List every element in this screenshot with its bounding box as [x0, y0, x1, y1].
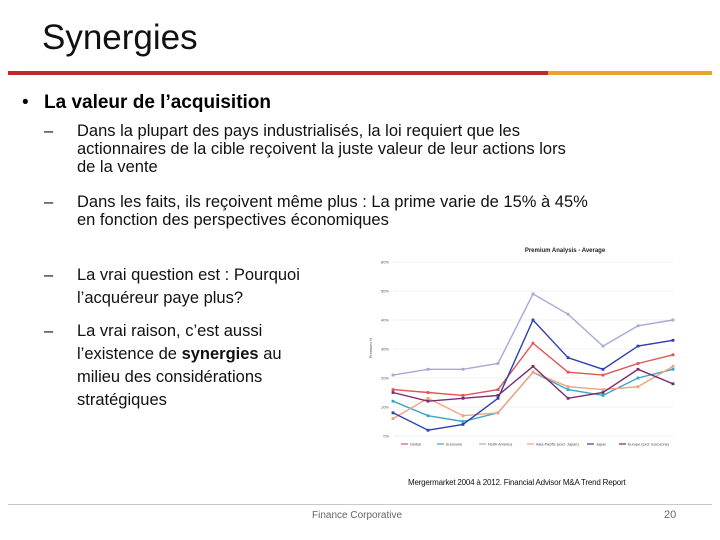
- data-point: [462, 414, 465, 417]
- data-point: [637, 385, 640, 388]
- data-point: [602, 368, 605, 371]
- slide-title: Synergies: [42, 18, 198, 57]
- title-rule-accent: [548, 71, 712, 75]
- main-bullet: [22, 92, 271, 114]
- sub-bullet-line: La vrai question est : Pourquoi: [77, 266, 300, 284]
- source-note: Mergermarket 2004 à 2012. Financial Advisor M&A Trend Report: [408, 478, 626, 487]
- legend-label: Global: [410, 442, 421, 447]
- sub-bullet-2: [44, 193, 694, 229]
- data-point: [602, 394, 605, 397]
- data-point: [637, 362, 640, 365]
- page-number: 20: [664, 509, 677, 521]
- sub-bullet-line: l’acquéreur paye plus?: [77, 289, 244, 307]
- data-point: [567, 371, 570, 374]
- sub-bullet-line: La vrai raison, c’est aussi: [77, 322, 263, 340]
- sub-bullet-line: en fonction des perspectives économiques: [77, 211, 389, 229]
- data-point: [532, 293, 535, 296]
- data-point: [567, 356, 570, 359]
- data-point: [392, 388, 395, 391]
- bullet-icon: •: [22, 92, 29, 113]
- data-point: [637, 368, 640, 371]
- data-point: [567, 313, 570, 316]
- data-point: [602, 374, 605, 377]
- data-point: [392, 411, 395, 414]
- data-point: [497, 394, 500, 397]
- sub-bullet-text: l’existence de: [77, 345, 182, 363]
- data-point: [427, 368, 430, 371]
- data-point: [427, 414, 430, 417]
- legend-label: Japan: [596, 442, 607, 447]
- data-point: [462, 368, 465, 371]
- sub-bullet-1: [44, 122, 694, 176]
- data-point: [672, 368, 675, 371]
- data-point: [427, 400, 430, 403]
- series-line: [393, 320, 673, 430]
- data-point: [427, 397, 430, 400]
- dash-icon: –: [44, 193, 54, 211]
- data-point: [392, 417, 395, 420]
- data-point: [637, 324, 640, 327]
- emphasis-text: synergies: [181, 345, 259, 363]
- data-point: [462, 397, 465, 400]
- y-tick-label: 0%: [383, 433, 389, 439]
- data-point: [637, 345, 640, 348]
- data-point: [532, 365, 535, 368]
- data-point: [567, 385, 570, 388]
- sub-bullet-line: [77, 343, 364, 366]
- legend-label: North America: [488, 442, 513, 447]
- data-point: [672, 365, 675, 368]
- sub-bullet-4: [44, 320, 364, 412]
- data-point: [567, 397, 570, 400]
- data-point: [462, 423, 465, 426]
- sub-bullet-line: Dans les faits, ils reçoivent même plus : La prime varie de 15% à 45%: [77, 193, 588, 211]
- data-point: [392, 391, 395, 394]
- data-point: [462, 420, 465, 423]
- data-point: [602, 391, 605, 394]
- sub-bullet-line: milieu des considérations: [77, 368, 263, 386]
- data-point: [462, 394, 465, 397]
- sub-bullet-text: au: [258, 345, 282, 363]
- data-point: [497, 388, 500, 391]
- dash-icon: –: [44, 266, 54, 284]
- legend-label: Asia-Pacific (excl. Japan): [536, 442, 579, 447]
- y-tick-label: 10%: [380, 404, 389, 410]
- y-tick-label: 50%: [380, 288, 389, 294]
- data-point: [392, 400, 395, 403]
- series-line: [393, 294, 673, 375]
- dash-icon: –: [44, 122, 54, 140]
- y-tick-label: 30%: [380, 346, 389, 352]
- y-tick-label: 20%: [380, 375, 389, 381]
- data-point: [672, 382, 675, 385]
- data-point: [532, 319, 535, 322]
- data-point: [672, 339, 675, 342]
- premium-chart: [355, 240, 685, 454]
- sub-bullet-line: stratégiques: [77, 391, 167, 409]
- series-line: [393, 369, 673, 421]
- footer-label: Finance Corporative: [312, 510, 403, 521]
- data-point: [427, 429, 430, 432]
- grid: [393, 262, 673, 436]
- sub-bullet-3: [44, 264, 364, 310]
- dash-icon: –: [44, 322, 54, 340]
- data-point: [532, 371, 535, 374]
- data-point: [637, 377, 640, 380]
- footer-rule: [8, 504, 712, 505]
- main-bullet-text: La valeur de l’acquisition: [44, 92, 272, 113]
- data-point: [497, 397, 500, 400]
- data-point: [392, 374, 395, 377]
- legend: [401, 442, 670, 446]
- y-ticks: [381, 260, 389, 439]
- legend-label: Europe (excl. Eurozone): [628, 442, 669, 447]
- series-group: [392, 293, 675, 432]
- data-point: [567, 388, 570, 391]
- y-axis-label: Premium %: [368, 337, 373, 359]
- data-point: [427, 391, 430, 394]
- y-tick-label: 40%: [380, 317, 389, 323]
- data-point: [602, 345, 605, 348]
- title-rule: [8, 71, 548, 75]
- sub-bullet-line: actionnaires de la cible reçoivent la juste valeur de leur actions lors: [77, 140, 566, 158]
- data-point: [602, 388, 605, 391]
- y-tick-label: 60%: [380, 259, 389, 265]
- chart-title: Premium Analysis - Average: [524, 248, 606, 254]
- legend-label: Eurozone: [446, 442, 463, 447]
- data-point: [532, 342, 535, 345]
- chart-svg: [355, 240, 685, 454]
- data-point: [497, 362, 500, 365]
- data-point: [672, 353, 675, 356]
- data-point: [672, 319, 675, 322]
- sub-bullet-line: Dans la plupart des pays industrialisés, la loi requiert que les: [77, 122, 520, 140]
- sub-bullet-line: de la vente: [77, 158, 158, 176]
- data-point: [497, 411, 500, 414]
